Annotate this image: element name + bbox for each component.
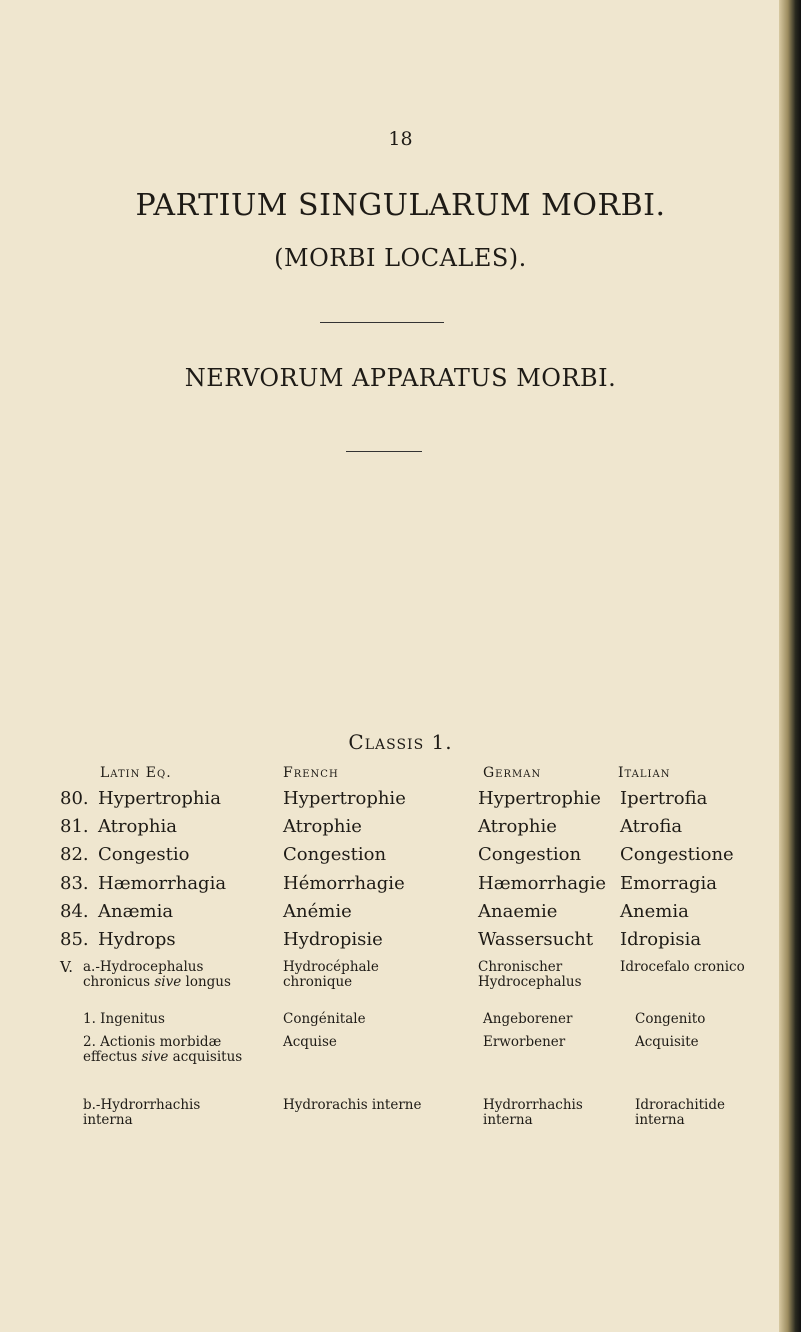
header-german: German: [483, 765, 542, 781]
french-subterm: Acquise: [283, 1034, 337, 1050]
table-row: [60, 929, 176, 950]
italian-term: Emorragia: [620, 873, 717, 894]
header-italian: Italian: [618, 765, 671, 781]
latin-subterm-text: 2. Actionis morbidæ effectus: [83, 1034, 222, 1065]
table-row: [60, 816, 177, 837]
german-subterm: Angeborener: [483, 1011, 573, 1027]
french-subterm: Hydrorachis interne: [283, 1097, 422, 1113]
german-subterm: Hydrorrhachis interna: [483, 1097, 583, 1128]
table-row: [60, 788, 221, 809]
header-french: French: [283, 765, 339, 781]
latin-term: Hypertrophia: [98, 788, 221, 809]
latin-subterm: b.-Hydrorrhachis interna: [83, 1097, 201, 1128]
italian-term: Idropisia: [620, 929, 702, 950]
latin-subterm: [83, 1035, 258, 1065]
table-row: [60, 873, 226, 894]
latin-subterm-text: a.-Hydrocephalus chronicus: [83, 959, 204, 990]
french-term: Anémie: [283, 901, 352, 922]
german-term: Wassersucht: [478, 929, 594, 950]
row-number: 84.: [60, 901, 89, 922]
page-number: 18: [388, 128, 413, 150]
main-title: PARTIUM SINGULARUM MORBI.: [135, 188, 666, 223]
german-subterm: Chronischer Hydrocephalus: [478, 959, 582, 990]
french-term: Hydropisie: [283, 929, 383, 950]
row-number: 82.: [60, 844, 89, 865]
latin-subterm-text: longus: [185, 974, 231, 990]
latin-term: Atrophia: [98, 816, 177, 837]
german-term: Hæmorrhagie: [478, 873, 606, 894]
section-title: NERVORUM APPARATUS MORBI.: [184, 364, 617, 392]
italian-term: Anemia: [620, 901, 689, 922]
row-number: 85.: [60, 929, 89, 950]
italian-subterm: Idrocefalo cronico: [620, 959, 745, 975]
french-term: Hémorrhagie: [283, 873, 405, 894]
row-number: 81.: [60, 816, 89, 837]
french-subterm: Hydrocéphale chronique: [283, 959, 379, 990]
latin-subterm: [83, 960, 258, 990]
italian-subterm: Congenito: [635, 1011, 706, 1027]
latin-term: Hæmorrhagia: [98, 873, 227, 894]
german-term: Congestion: [478, 844, 582, 865]
latin-term: Anæmia: [98, 901, 174, 922]
french-term: Hypertrophie: [283, 788, 406, 809]
german-term: Anaemie: [478, 901, 558, 922]
italian-subterm: Acquisite: [635, 1034, 699, 1050]
divider-rule: [320, 322, 444, 323]
french-term: Congestion: [283, 844, 387, 865]
italian-subterm: Idrorachitide interna: [635, 1097, 726, 1128]
sub-title: (MORBI LOCALES).: [274, 244, 527, 272]
french-subterm: Congénitale: [283, 1011, 366, 1027]
latin-term: Congestio: [98, 844, 190, 865]
header-latin: Latin Eq.: [100, 765, 172, 781]
german-subterm: Erworbener: [483, 1034, 566, 1050]
divider-rule: [346, 451, 422, 452]
row-number: 83.: [60, 873, 89, 894]
latin-term: Hydrops: [98, 929, 176, 950]
latin-subterm-text: acquisitus: [172, 1049, 243, 1065]
classis-heading: Classis 1.: [348, 730, 453, 754]
subsection-label: V.: [60, 958, 73, 976]
german-term: Atrophie: [478, 816, 557, 837]
table-row: [60, 844, 189, 865]
table-row: [60, 901, 173, 922]
german-term: Hypertrophie: [478, 788, 601, 809]
row-number: 80.: [60, 788, 89, 809]
latin-subterm: 1. Ingenitus: [83, 1011, 165, 1027]
italian-term: Congestione: [620, 844, 734, 865]
latin-sive: sive: [154, 974, 182, 990]
italian-term: Atrofia: [620, 816, 683, 837]
italian-term: Ipertrofia: [620, 788, 708, 809]
latin-sive: sive: [141, 1049, 169, 1065]
french-term: Atrophie: [283, 816, 362, 837]
